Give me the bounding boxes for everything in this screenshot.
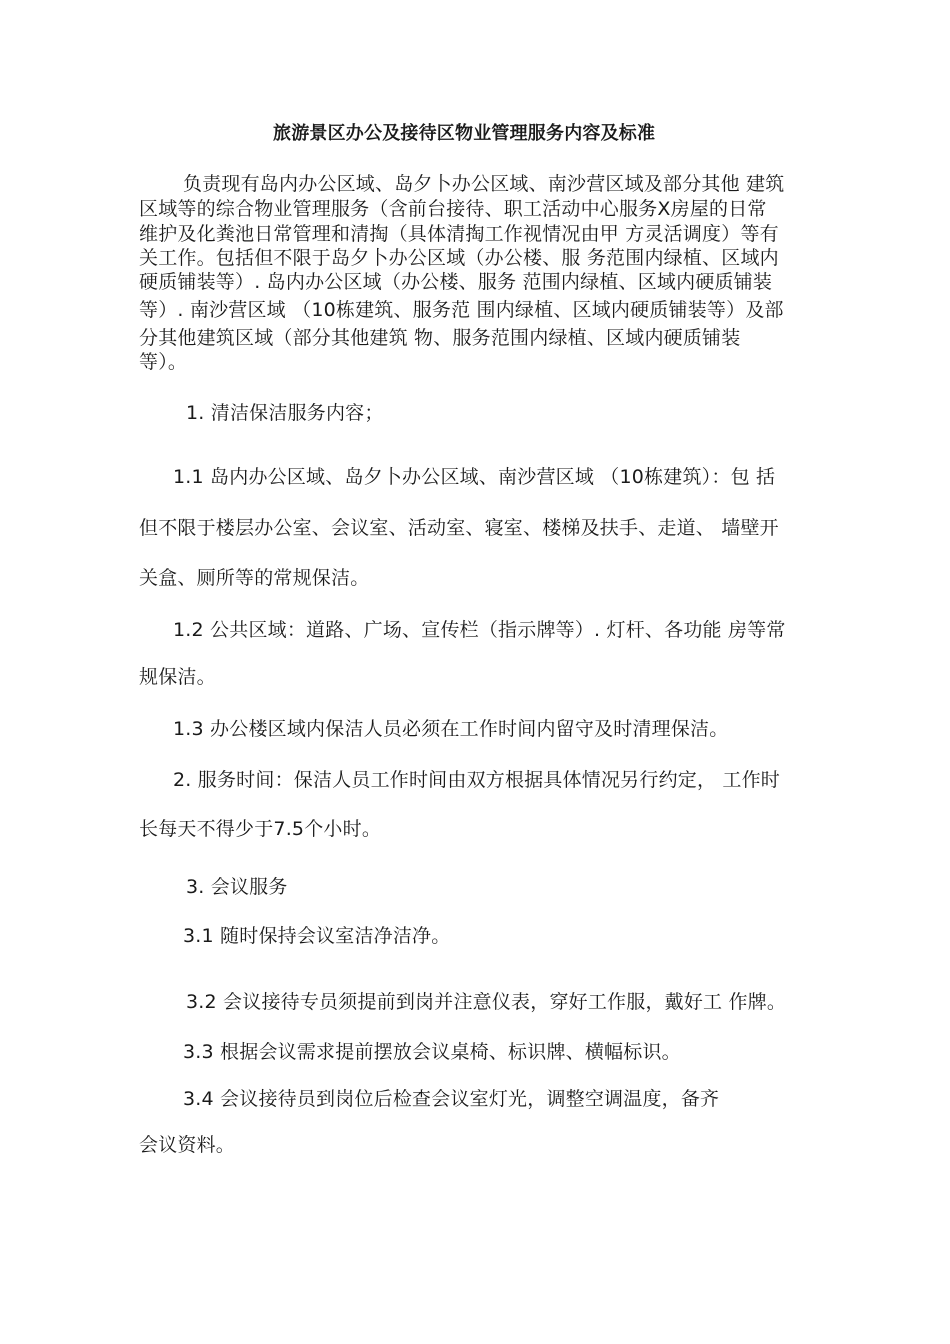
intro-line: 负责现有岛内办公区域、岛夕卜办公区域、南沙营区域及部分其他 建筑	[183, 173, 785, 195]
intro-line: 等）。	[139, 351, 188, 373]
section-2-line: 长每天不得少于7.5个小时。	[139, 818, 382, 840]
intro-line: 等）. 南沙营区域 （10栋建筑、服务范 围内绿植、区域内硬质铺装等）及部	[139, 299, 784, 321]
intro-line: 区域等的综合物业管理服务（含前台接待、职工活动中心服务X房屋的日常	[139, 198, 767, 220]
item-3-3: 3.3 根据会议需求提前摆放会议桌椅、标识牌、横幅标识。	[183, 1041, 681, 1063]
intro-line: 维护及化粪池日常管理和清掏（具体清掏工作视情况由甲 方灵活调度）等有	[139, 223, 779, 245]
item-3-2: 3.2 会议接待专员须提前到岗并注意仪表，穿好工作服，戴好工 作牌。	[186, 991, 787, 1013]
item-1-3: 1.3 办公楼区域内保洁人员必须在工作时间内留守及时清理保洁。	[173, 718, 729, 740]
document-title: 旅游景区办公及接待区物业管理服务内容及标准	[273, 123, 656, 144]
item-1-2-line: 1.2 公共区域：道路、广场、宣传栏（指示牌等）. 灯杆、各功能 房等常	[173, 619, 786, 641]
intro-line: 关工作。包括但不限于岛夕卜办公区域（办公楼、服 务范围内绿植、区域内	[139, 247, 779, 269]
item-1-1-line: 1.1 岛内办公区域、岛夕卜办公区域、南沙营区域 （10栋建筑）：包 括	[173, 466, 776, 488]
item-3-1: 3.1 随时保持会议室洁净洁净。	[183, 925, 451, 947]
item-1-2-line: 规保洁。	[139, 666, 216, 688]
item-3-4-line: 会议资料。	[139, 1134, 236, 1156]
intro-line: 硬质铺装等）. 岛内办公区域（办公楼、服务 范围内绿植、区域内硬质铺装	[139, 271, 773, 293]
intro-line: 分其他建筑区域（部分其他建筑 物、服务范围内绿植、区域内硬质铺装	[139, 327, 741, 349]
section-1-heading: 1. 清洁保洁服务内容；	[186, 402, 384, 424]
item-1-1-line: 但不限于楼层办公室、会议室、活动室、寝室、楼梯及扶手、走道、 墙壁开	[139, 517, 779, 539]
section-3-heading: 3. 会议服务	[186, 876, 288, 898]
item-1-1-line: 关盒、厕所等的常规保洁。	[139, 567, 370, 589]
section-2-line: 2. 服务时间：保洁人员工作时间由双方根据具体情况另行约定， 工作时	[173, 769, 781, 791]
item-3-4-line: 3.4 会议接待员到岗位后检查会议室灯光，调整空调温度，备齐	[183, 1088, 720, 1110]
